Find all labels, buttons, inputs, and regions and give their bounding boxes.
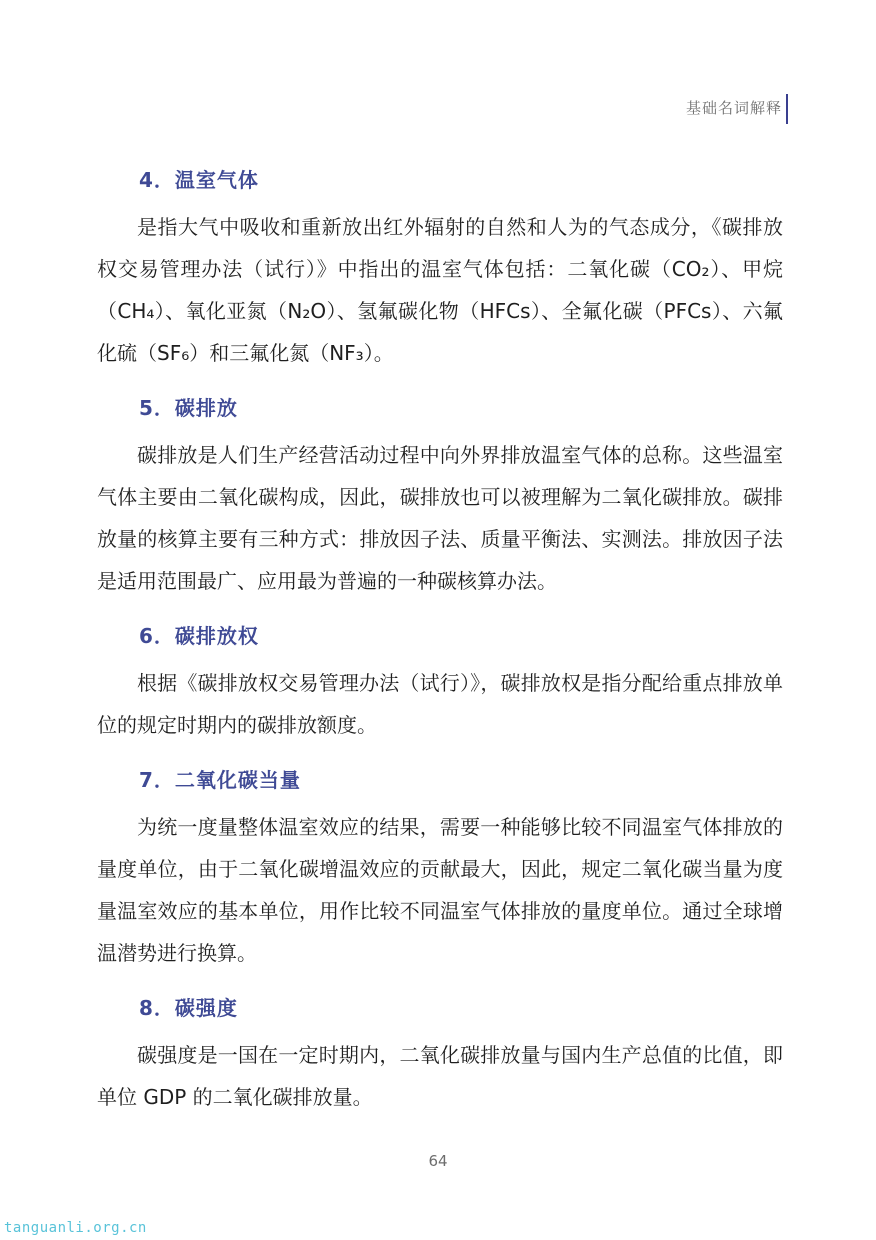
section-carbon-emission	[97, 388, 783, 602]
section-heading: 6．碳排放权	[139, 624, 259, 648]
section-heading: 4．温室气体	[139, 168, 259, 192]
section-heading: 5．碳排放	[139, 396, 238, 420]
section-body: 碳强度是一国在一定时期内，二氧化碳排放量与国内生产总值的比值，即单位 GDP 的二氧化碳排放量。	[97, 1043, 783, 1109]
section-carbon-intensity	[97, 988, 783, 1118]
section-greenhouse-gas	[97, 160, 783, 374]
section-carbon-emission-right	[97, 616, 783, 746]
page-content	[97, 160, 783, 1132]
section-body: 根据《碳排放权交易管理办法（试行）》，碳排放权是指分配给重点排放单位的规定时期内的碳排放额度。	[97, 671, 783, 737]
page-number: 64	[428, 1152, 448, 1170]
site-watermark[interactable]: tanguanli.org.cn	[4, 1220, 147, 1236]
section-body: 为统一度量整体温室效应的结果，需要一种能够比较不同温室气体排放的量度单位，由于二氧化碳增温效应的贡献最大，因此，规定二氧化碳当量为度量温室效应的基本单位，用作比较不同温室气体排放的量度单位。通过全球增温潜势进行换算。	[97, 815, 783, 965]
running-header: 基础名词解释	[685, 99, 782, 117]
section-body: 是指大气中吸收和重新放出红外辐射的自然和人为的气态成分，《碳排放权交易管理办法（试行）》中指出的温室气体包括：二氧化碳（CO₂）、甲烷（CH₄）、氧化亚氮（N₂O）、氢氟碳化物（HFCs）、全氟化碳（PFCs）、六氟化硫（SF₆）和三氟化氮（NF₃）。	[97, 215, 783, 365]
section-heading: 8．碳强度	[139, 996, 238, 1020]
section-heading: 7．二氧化碳当量	[139, 768, 301, 792]
section-co2-equivalent	[97, 760, 783, 974]
header-accent-bar	[786, 94, 788, 124]
section-body: 碳排放是人们生产经营活动过程中向外界排放温室气体的总称。这些温室气体主要由二氧化碳构成，因此，碳排放也可以被理解为二氧化碳排放。碳排放量的核算主要有三种方式：排放因子法、质量平衡法、实测法。排放因子法是适用范围最广、应用最为普遍的一种碳核算办法。	[97, 443, 783, 593]
